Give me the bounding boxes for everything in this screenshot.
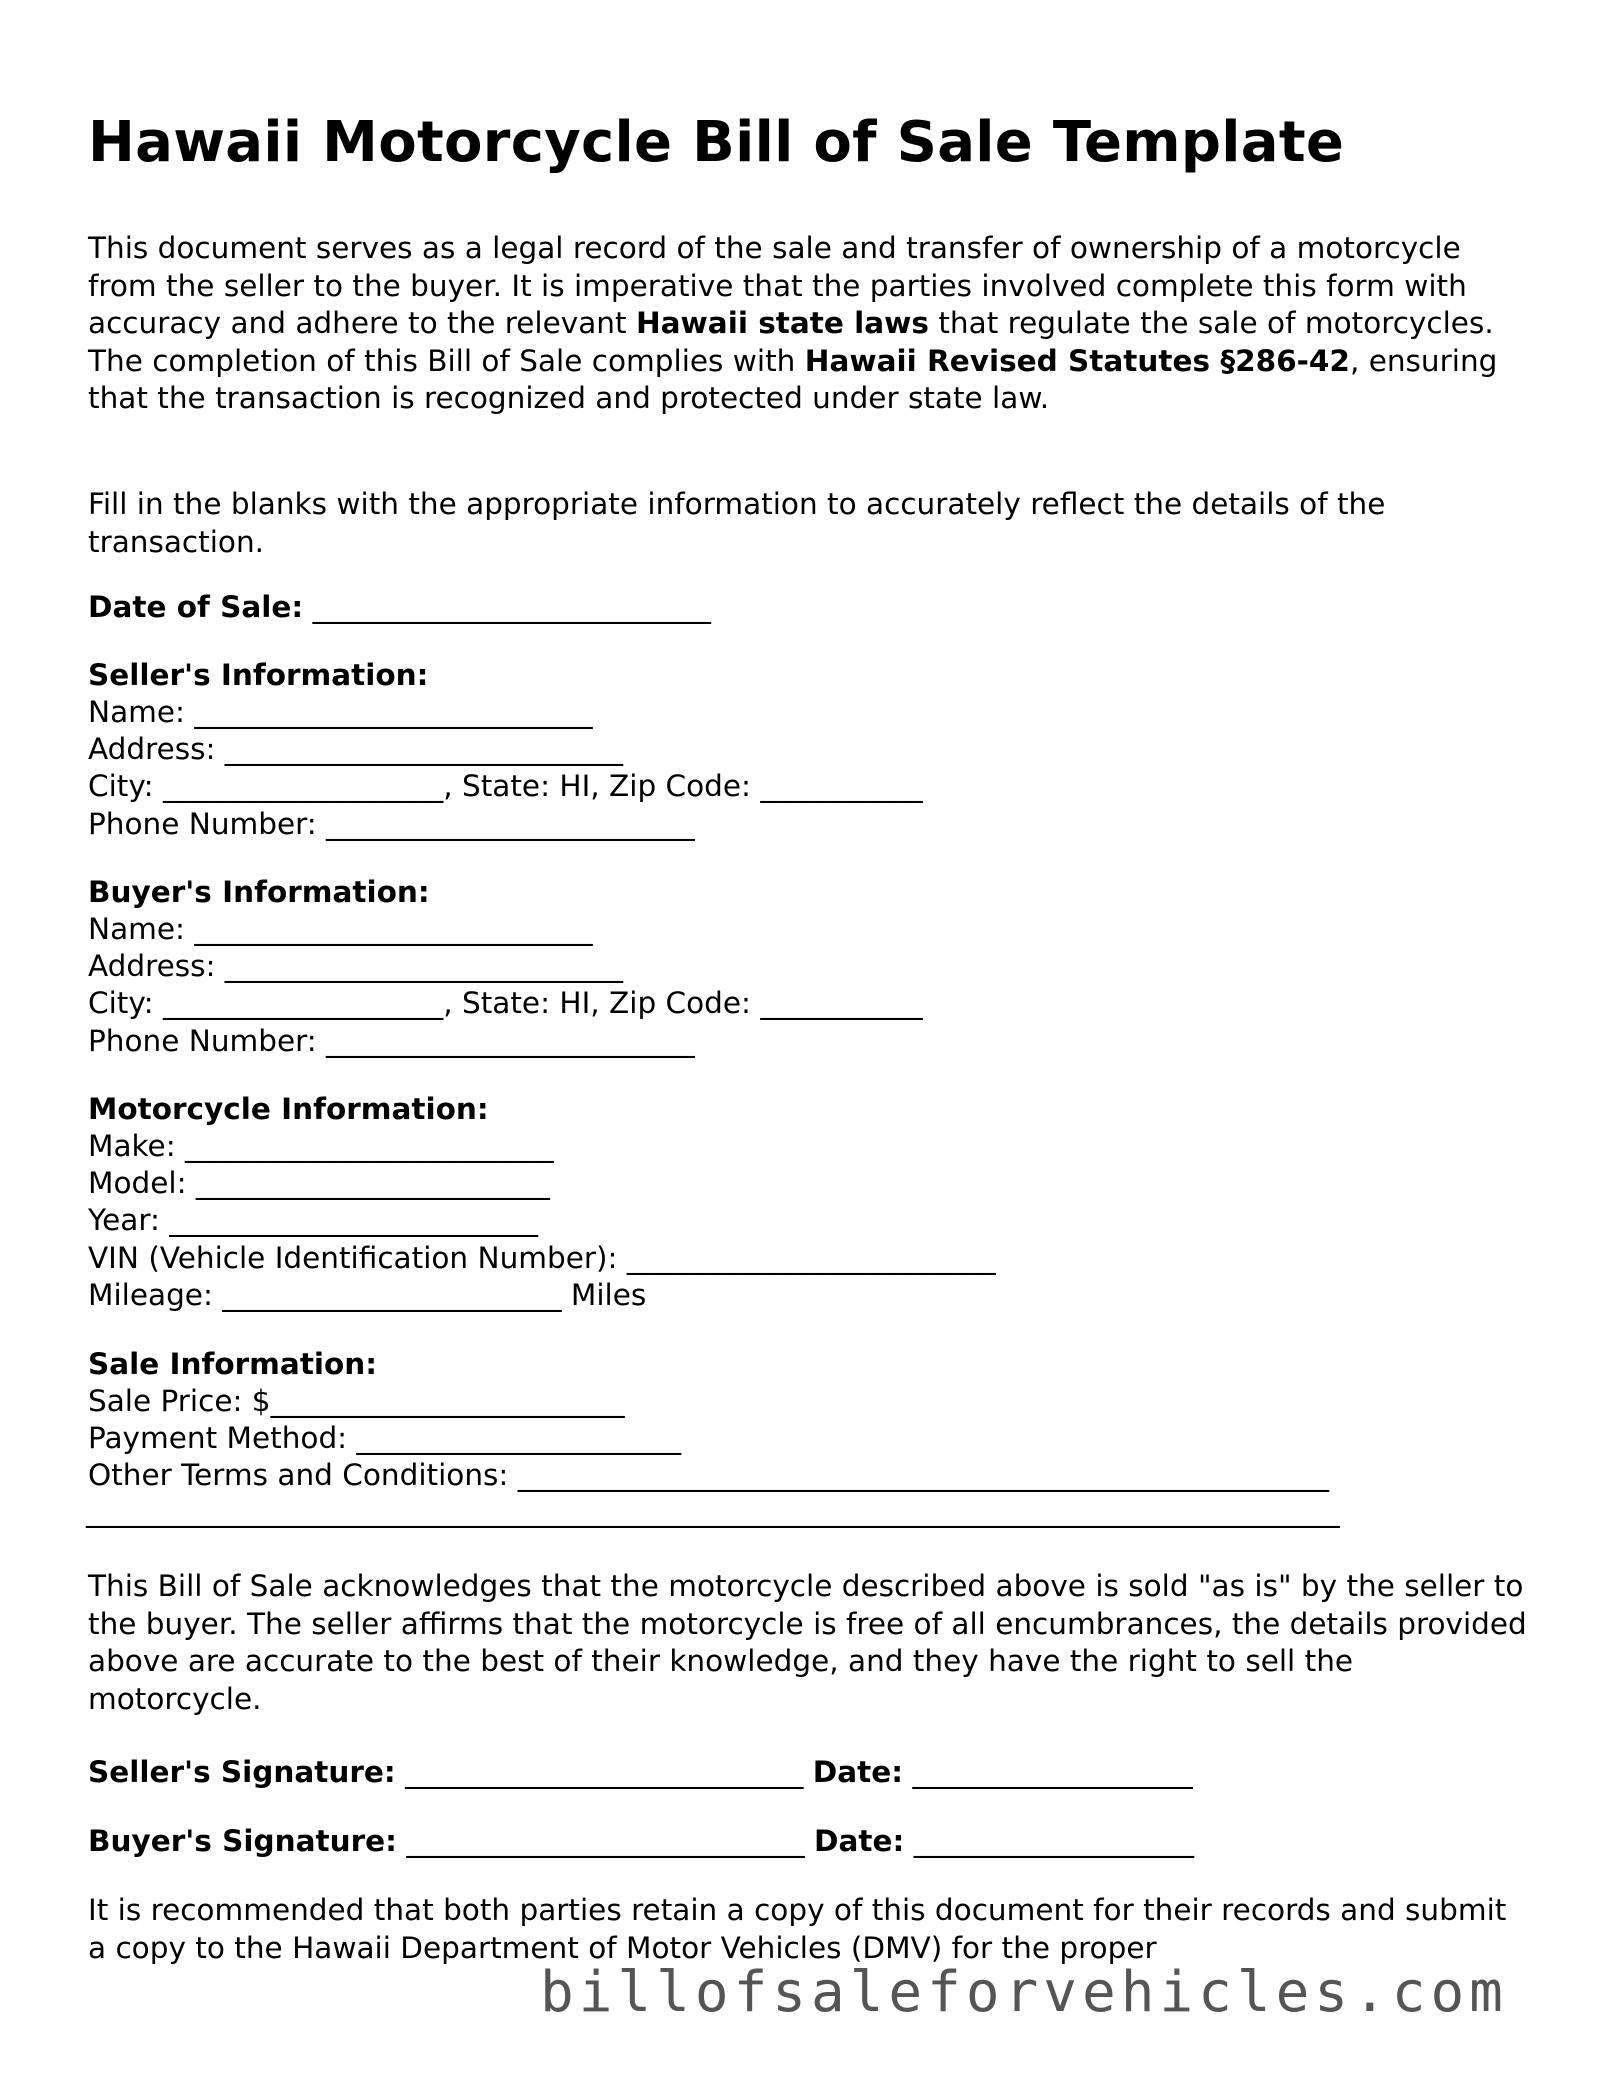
motorcycle-vin-field[interactable]: VIN (Vehicle Identification Number): _________________________: [88, 1241, 996, 1275]
seller-name-field[interactable]: Name: ___________________________: [88, 695, 593, 729]
date-of-sale-field[interactable]: [88, 589, 711, 627]
sale-heading: Sale Information:: [88, 1347, 378, 1381]
seller-address-field[interactable]: Address: ___________________________: [88, 732, 624, 766]
motorcycle-model-field[interactable]: Model: ________________________: [88, 1166, 550, 1200]
buyer-address-field[interactable]: Address: ___________________________: [88, 949, 624, 983]
payment-method-field[interactable]: Payment Method: ______________________: [88, 1421, 681, 1455]
buyer-city-field[interactable]: City: ___________________, State: HI, Zip Code: ___________: [88, 986, 923, 1020]
seller-city-field[interactable]: City: ___________________, State: HI, Zip Code: ___________: [88, 769, 923, 803]
seller-signature-blank: ___________________________: [395, 1755, 813, 1789]
intro-paragraph: [88, 230, 1528, 418]
closing-paragraph: It is recommended that both parties retain a copy of this document for their records and submit a copy to the Hawaii Department of Motor Vehicles (DMV) for the proper: [88, 1893, 1507, 1965]
seller-phone-field[interactable]: Phone Number: _________________________: [88, 807, 695, 841]
buyer-signature-line[interactable]: [88, 1823, 1194, 1861]
intro-bold-2: Hawaii Revised Statutes §286-42: [804, 343, 1350, 378]
buyer-date-label: Date:: [814, 1824, 905, 1858]
motorcycle-make-field[interactable]: Make: _________________________: [88, 1129, 554, 1163]
seller-date-blank: ___________________: [903, 1755, 1193, 1789]
date-of-sale-label: Date of Sale:: [88, 590, 304, 624]
motorcycle-mileage-field[interactable]: Mileage: _______________________ Miles: [88, 1278, 647, 1312]
page-title: Hawaii Motorcycle Bill of Sale Template: [88, 110, 1345, 175]
instructions-paragraph: Fill in the blanks with the appropriate information to accurately reflect the details of the transaction.: [88, 487, 1386, 559]
seller-date-label: Date:: [812, 1755, 904, 1789]
intro-text-3: , ensuring that the transaction is recognized and protected under state law.: [88, 343, 1498, 415]
intro-text-2: that regulate the sale of motorcycles. The completion of this Bill of Sale complies with: [88, 306, 1494, 378]
sale-price-field[interactable]: Sale Price: $________________________: [88, 1384, 625, 1418]
buyer-date-blank: ___________________: [904, 1824, 1194, 1858]
intro-text-1: This document serves as a legal record of the sale and transfer of ownership of a motorcycle from the seller to the buyer. It is imperative that the parties involved complete this form with accuracy and adhere to the relevant: [88, 231, 1467, 340]
buyer-phone-field[interactable]: Phone Number: _________________________: [88, 1024, 695, 1058]
buyer-signature-blank: ___________________________: [396, 1824, 814, 1858]
date-of-sale-blank: ___________________________: [303, 590, 711, 624]
acknowledgement-paragraph: This Bill of Sale acknowledges that the motorcycle described above is sold "as is" by the seller to the buyer. The seller affirms that the motorcycle is free of all encumbrances, the details provided above are accurate to the best of their knowledge, and they have the right to sell the motorcycle.: [88, 1569, 1527, 1716]
motorcycle-year-field[interactable]: Year: _________________________: [88, 1203, 539, 1237]
motorcycle-heading: Motorcycle Information:: [88, 1092, 489, 1126]
seller-signature-label: Seller's Signature:: [88, 1755, 396, 1789]
other-terms-field[interactable]: Other Terms and Conditions: _______________________________________________________: [88, 1458, 1329, 1492]
seller-signature-line[interactable]: [88, 1754, 1193, 1792]
watermark-text: billofsaleforvehicles.com: [540, 1960, 1508, 2025]
buyer-signature-label: Buyer's Signature:: [88, 1824, 397, 1858]
buyer-name-field[interactable]: Name: ___________________________: [88, 912, 593, 946]
buyer-heading: Buyer's Information:: [88, 875, 430, 909]
intro-bold-1: Hawaii state laws: [635, 306, 929, 340]
seller-heading: Seller's Information:: [88, 658, 429, 692]
other-terms-line-2[interactable]: _____________________________________________________________________________________: [86, 1494, 1340, 1528]
